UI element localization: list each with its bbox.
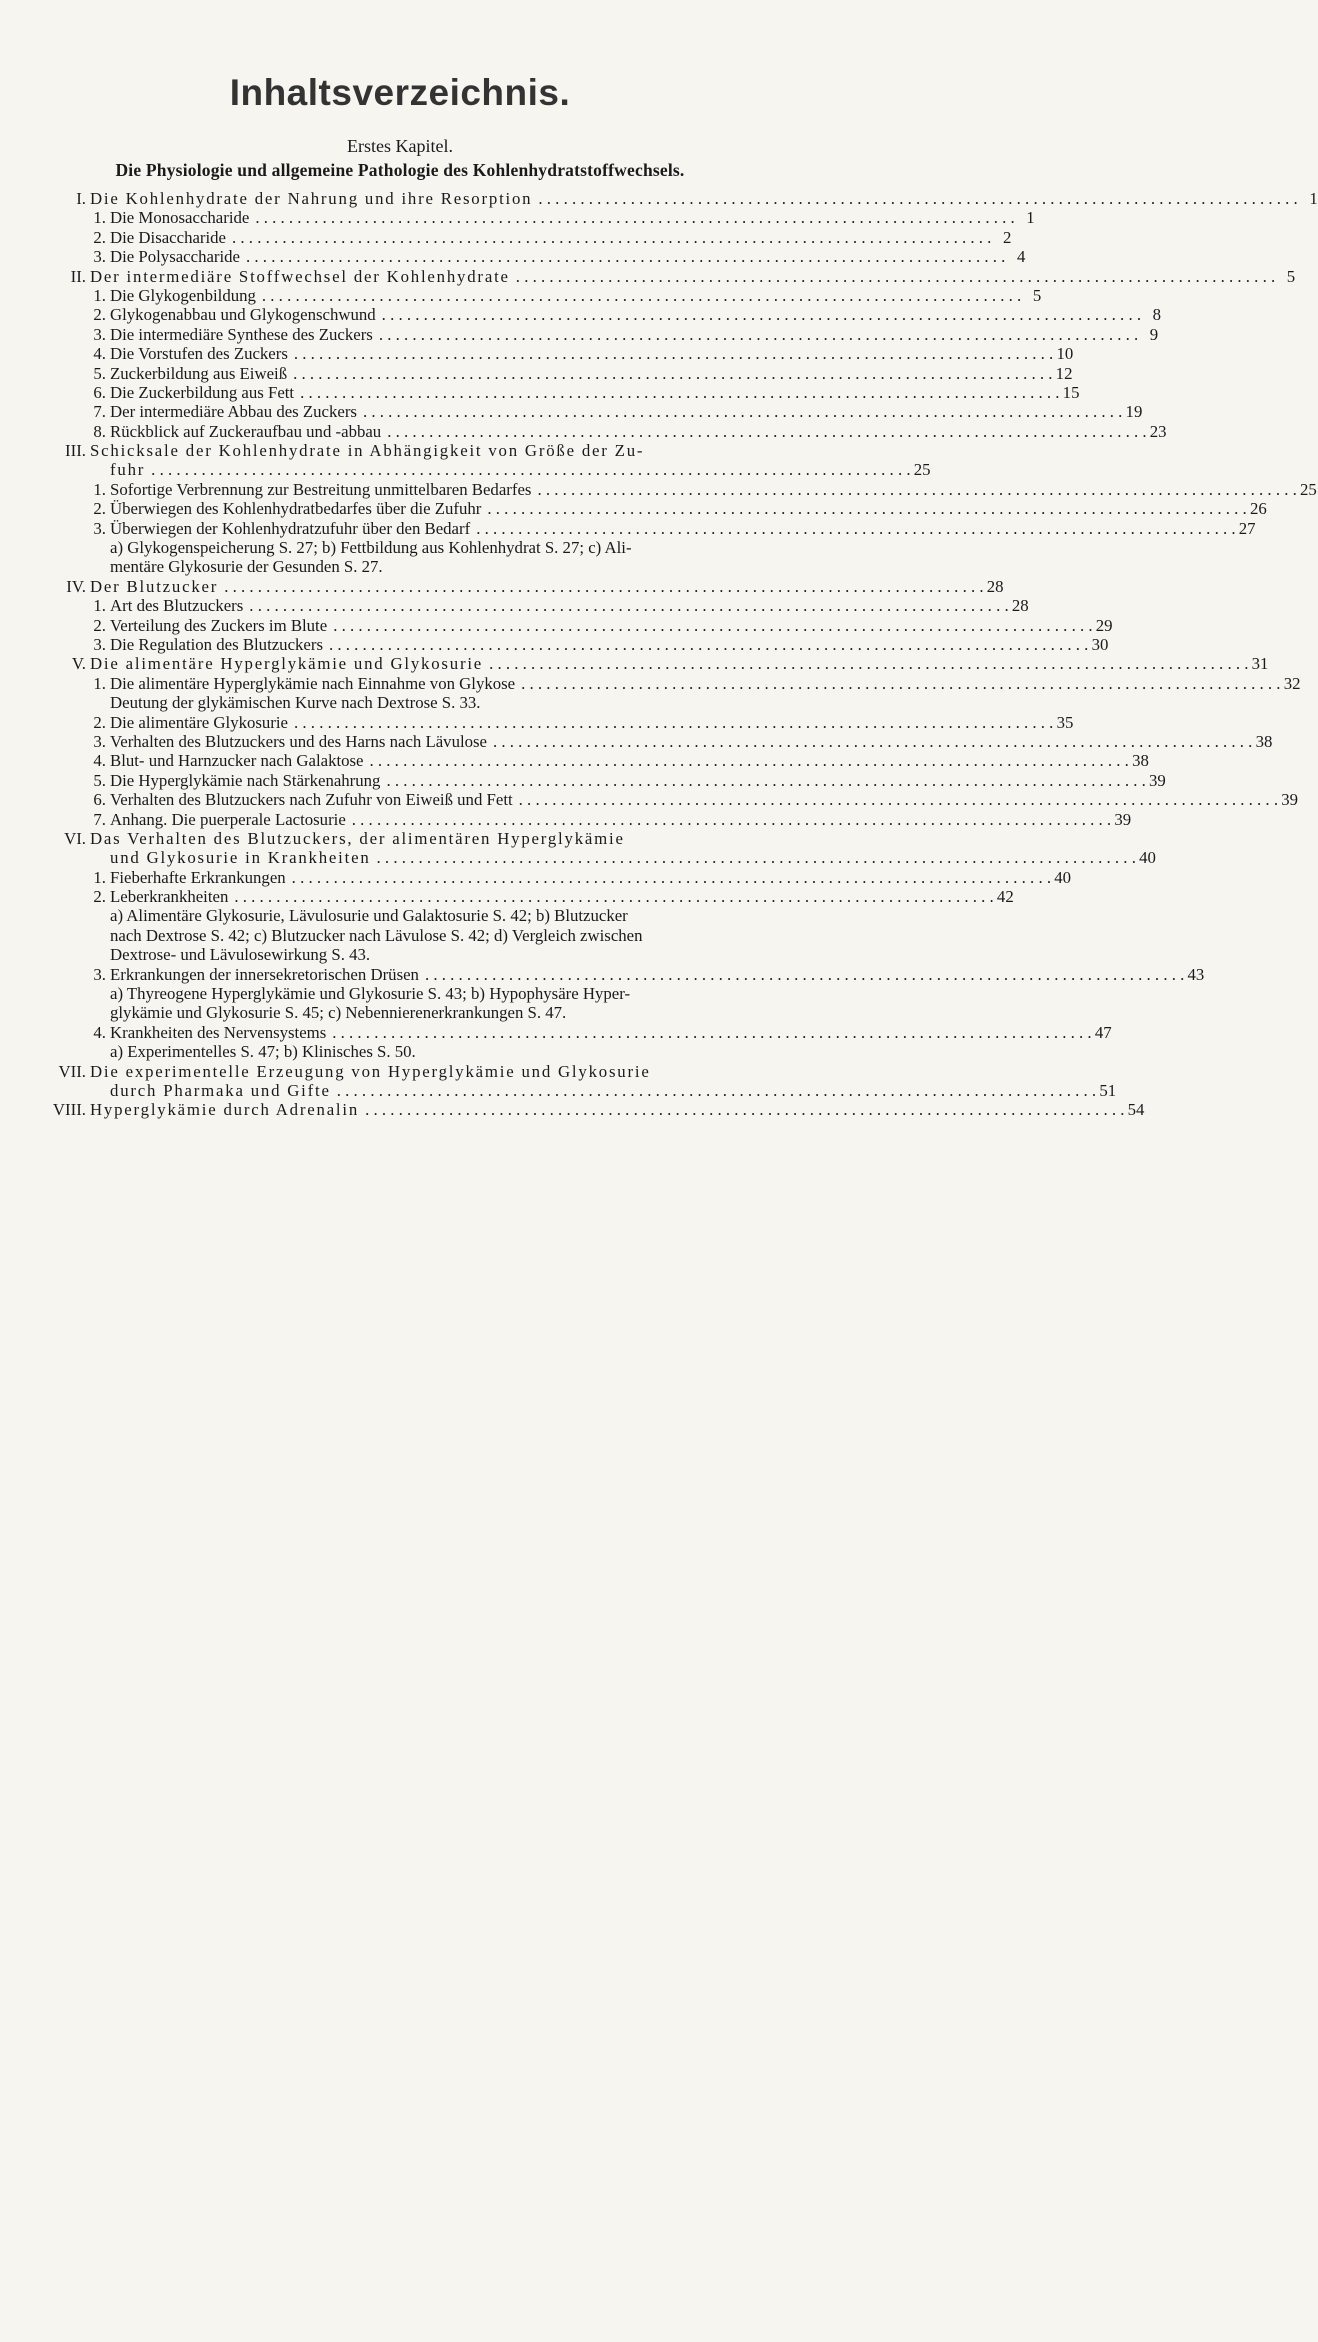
toc-entry bbox=[90, 731, 1273, 751]
toc-entry-page: 2 bbox=[1002, 227, 1012, 247]
toc-entry-label: Die intermediäre Synthese des Zuckers bbox=[110, 324, 373, 344]
toc-entry-number: VII. bbox=[58, 1061, 86, 1081]
toc-entry-page: 35 bbox=[1056, 712, 1074, 732]
toc-entry-label: Die Kohlenhydrate der Nahrung und ihre Resorption bbox=[90, 189, 533, 208]
toc-entry-label: Glykogenabbau und Glykogenschwund bbox=[110, 305, 376, 325]
toc-entry-label: Dextrose- und Lävulosewirkung S. 43. bbox=[110, 945, 371, 965]
toc-entry-label: Der Blutzucker bbox=[90, 576, 219, 596]
toc-entry-page: 23 bbox=[1149, 421, 1167, 441]
toc-entry-label: Die alimentäre Hyperglykämie und Glykosurie bbox=[90, 654, 484, 674]
toc-entry bbox=[70, 266, 1296, 286]
toc-entry bbox=[90, 809, 1132, 829]
toc-entry-number: 7. bbox=[93, 402, 106, 422]
toc-entry-label: Der intermediäre Stoffwechsel der Kohlenhydrate bbox=[90, 266, 510, 286]
toc-entry-body bbox=[110, 984, 710, 1003]
toc-entry-page: 43 bbox=[1187, 964, 1205, 984]
toc-entry-label: glykämie und Glykosurie S. 45; c) Nebennierenerkrankungen S. 47. bbox=[110, 1003, 567, 1023]
chapter-label: Erstes Kapitel. bbox=[347, 136, 453, 156]
toc-entry-page: 38 bbox=[1132, 751, 1149, 771]
toc-entry-body bbox=[110, 1042, 710, 1061]
toc-entry-label: Die Disaccharide bbox=[110, 227, 227, 247]
toc-entry bbox=[90, 673, 1301, 693]
toc-entry-label: Sofortige Verbrennung zur Bestreitung unmittelbaren Bedarfes bbox=[110, 479, 532, 499]
toc-entry-page: 39 bbox=[1149, 770, 1166, 790]
toc-entry bbox=[90, 1080, 1117, 1100]
toc-entry-number: 1. bbox=[93, 208, 106, 228]
toc-entry-label: Die Polysaccharide bbox=[110, 247, 241, 267]
toc-entry-body bbox=[110, 945, 710, 964]
toc-entry-label: Hyperglykämie durch Adrenalin bbox=[90, 1100, 360, 1120]
toc-entry-number: IV. bbox=[66, 576, 86, 596]
toc-entry bbox=[90, 926, 710, 945]
toc-entry-number: 3. bbox=[93, 964, 106, 984]
toc-entry-label: mentäre Glykosurie der Gesunden S. 27. bbox=[110, 557, 383, 577]
toc-entry-label: Blut- und Harnzucker nach Galaktose bbox=[110, 751, 364, 771]
toc-entry-page: 51 bbox=[1099, 1080, 1117, 1100]
toc-entry-label: Die Hyperglykämie nach Stärkenahrung bbox=[110, 770, 381, 790]
toc-entry bbox=[90, 499, 1267, 519]
toc-entry bbox=[90, 634, 1109, 654]
toc-entry bbox=[90, 906, 710, 925]
toc-entry bbox=[90, 1003, 710, 1022]
toc-entry-number: 1. bbox=[93, 673, 106, 693]
toc-entry bbox=[90, 596, 1029, 616]
toc-entry-number: 1. bbox=[93, 596, 106, 616]
toc-entry-page: 4 bbox=[1016, 247, 1026, 267]
toc-entry bbox=[90, 984, 710, 1003]
toc-entry bbox=[90, 615, 1113, 635]
toc-entry-page: 26 bbox=[1249, 499, 1267, 519]
toc-entry bbox=[90, 848, 1156, 868]
toc-entry-page: 39 bbox=[1114, 809, 1132, 829]
toc-entry-number: 8. bbox=[93, 421, 106, 441]
toc-entry-body bbox=[110, 906, 710, 925]
toc-entry-number: V. bbox=[71, 654, 86, 674]
toc-entry-label: a) Alimentäre Glykosurie, Lävulosurie und Galaktosurie S. 42; b) Blutzucker bbox=[110, 906, 628, 926]
toc-entry bbox=[90, 538, 710, 557]
toc-entry-page: 54 bbox=[1127, 1100, 1145, 1120]
toc-entry-label: Der intermediäre Abbau des Zuckers bbox=[110, 402, 357, 422]
toc-entry-page: 9 bbox=[1149, 324, 1159, 344]
toc-entry-number: 7. bbox=[93, 809, 106, 829]
toc-entry bbox=[90, 305, 1162, 325]
toc-entry-page: 1 bbox=[1026, 208, 1035, 228]
toc-entry-number: VIII. bbox=[52, 1100, 86, 1120]
toc-entry bbox=[90, 285, 1042, 305]
toc-entry-number: 2. bbox=[93, 305, 106, 325]
toc-entry-label: Anhang. Die puerperale Lactosurie bbox=[110, 809, 346, 829]
toc-entry-number: VI. bbox=[64, 828, 86, 848]
toc-entry-label: Deutung der glykämischen Kurve nach Dextrose S. 33. bbox=[110, 693, 481, 713]
toc-entry bbox=[90, 363, 1073, 383]
toc-entry-page: 5 bbox=[1286, 266, 1296, 286]
toc-entry-label: a) Glykogenspeicherung S. 27; b) Fettbildung aus Kohlenhydrat S. 27; c) Ali- bbox=[110, 538, 632, 558]
toc-entry bbox=[90, 712, 1074, 732]
toc-entry-body bbox=[110, 538, 710, 557]
toc-entry-page: 15 bbox=[1062, 382, 1080, 402]
toc-entry-label: Schicksale der Kohlenhydrate in Abhängigkeit von Größe der Zu- bbox=[90, 441, 645, 461]
toc-entry-page: 28 bbox=[986, 576, 1004, 596]
toc-entry-number: 6. bbox=[93, 382, 106, 402]
toc-entry bbox=[90, 227, 1012, 247]
toc-entry-label: Fieberhafte Erkrankungen bbox=[110, 867, 286, 887]
toc-entry-number: 2. bbox=[93, 499, 106, 519]
toc-entry-page: 25 bbox=[1300, 479, 1317, 499]
toc-entry bbox=[90, 770, 1166, 790]
toc-entry-page: 32 bbox=[1283, 673, 1301, 693]
toc-entry bbox=[65, 441, 710, 461]
toc-entry-number: 6. bbox=[93, 790, 106, 810]
toc-entry-label: Das Verhalten des Blutzuckers, der alimentären Hyperglykämie bbox=[90, 828, 625, 848]
toc-entry-number: 2. bbox=[93, 227, 106, 247]
toc-entry-page: 31 bbox=[1251, 654, 1269, 674]
toc-entry-number: 5. bbox=[93, 363, 106, 383]
toc-entry-number: 1. bbox=[93, 285, 106, 305]
toc-entry-page: 10 bbox=[1056, 344, 1074, 364]
toc-entry bbox=[58, 1061, 710, 1081]
toc-entry-number: 5. bbox=[93, 770, 106, 790]
table-of-contents bbox=[52, 189, 1318, 1120]
toc-entry-label: Verteilung des Zuckers im Blute bbox=[110, 615, 328, 635]
toc-entry-body bbox=[110, 557, 710, 576]
toc-entry-number: 1. bbox=[93, 479, 106, 499]
toc-entry-label: Die experimentelle Erzeugung von Hyperglykämie und Glykosurie bbox=[90, 1061, 651, 1081]
toc-entry bbox=[90, 479, 1317, 499]
toc-entry-page: 5 bbox=[1032, 285, 1042, 305]
toc-entry-label: und Glykosurie in Krankheiten bbox=[110, 848, 371, 868]
toc-entry bbox=[90, 382, 1080, 402]
toc-entry bbox=[90, 460, 931, 480]
toc-entry bbox=[90, 790, 1299, 810]
toc-entry bbox=[71, 654, 1269, 674]
toc-entry-page: 8 bbox=[1152, 305, 1162, 325]
toc-entry bbox=[90, 324, 1159, 344]
toc-entry-label: Die alimentäre Hyperglykämie nach Einnahme von Glykose bbox=[110, 673, 516, 693]
toc-entry-number: 2. bbox=[93, 712, 106, 732]
page-title: Inhaltsverzeichnis. bbox=[229, 72, 571, 113]
toc-entry-page: 40 bbox=[1054, 867, 1072, 887]
toc-entry-page: 28 bbox=[1011, 596, 1029, 616]
toc-entry-label: Rückblick auf Zuckeraufbau und -abbau bbox=[110, 421, 382, 441]
toc-entry-number: 4. bbox=[93, 1022, 106, 1042]
chapter-title: Die Physiologie und allgemeine Pathologie des Kohlenhydratstoffwechsels. bbox=[115, 160, 685, 180]
toc-entry-label: Die alimentäre Glykosurie bbox=[110, 712, 289, 732]
toc-entry-body bbox=[90, 829, 710, 848]
toc-entry bbox=[90, 1042, 710, 1061]
toc-entry-body bbox=[110, 693, 710, 712]
toc-entry-number: 3. bbox=[93, 634, 106, 654]
toc-entry-number: 3. bbox=[93, 324, 106, 344]
toc-entry-label: a) Experimentelles S. 47; b) Klinisches S. 50. bbox=[110, 1042, 416, 1062]
toc-entry-label: fuhr bbox=[110, 460, 146, 480]
toc-entry-number: II. bbox=[70, 266, 86, 286]
toc-entry-label: Die Regulation des Blutzuckers bbox=[110, 634, 323, 654]
toc-entry-number: 1. bbox=[93, 867, 106, 887]
toc-entry-body bbox=[110, 926, 710, 945]
toc-entry-page: 47 bbox=[1094, 1022, 1112, 1042]
toc-entry-body bbox=[110, 1003, 710, 1022]
toc-entry-label: Die Vorstufen des Zuckers bbox=[110, 344, 288, 364]
toc-entry-label: Art des Blutzuckers bbox=[110, 596, 244, 616]
toc-entry-number: 2. bbox=[93, 615, 106, 635]
toc-entry-page: 25 bbox=[913, 460, 931, 480]
toc-entry bbox=[90, 751, 1149, 771]
toc-entry bbox=[90, 887, 1014, 907]
toc-entry bbox=[90, 208, 1035, 228]
toc-entry-label: Verhalten des Blutzuckers und des Harns nach Lävulose bbox=[110, 731, 487, 751]
toc-entry bbox=[90, 557, 710, 576]
toc-entry-page: 42 bbox=[996, 887, 1014, 907]
toc-entry bbox=[76, 189, 1318, 208]
toc-entry-page: 39 bbox=[1281, 790, 1299, 810]
toc-entry-number: 3. bbox=[93, 731, 106, 751]
toc-entry-label: Die Zuckerbildung aus Fett bbox=[110, 382, 295, 402]
toc-entry bbox=[90, 1022, 1112, 1042]
toc-entry-label: Überwiegen des Kohlenhydratbedarfes über die Zufuhr bbox=[110, 499, 482, 519]
toc-entry-number: 4. bbox=[93, 751, 106, 771]
toc-entry-label: Krankheiten des Nervensystems bbox=[110, 1022, 327, 1042]
toc-entry-page: 27 bbox=[1238, 518, 1256, 538]
toc-entry-label: a) Thyreogene Hyperglykämie und Glykosurie S. 43; b) Hypophysäre Hyper- bbox=[110, 984, 631, 1004]
toc-entry-label: Leberkrankheiten bbox=[110, 887, 229, 907]
toc-entry-label: Überwiegen der Kohlenhydratzufuhr über den Bedarf bbox=[110, 518, 471, 538]
toc-entry bbox=[66, 576, 1004, 596]
toc-entry-label: nach Dextrose S. 42; c) Blutzucker nach Lävulose S. 42; d) Vergleich zwischen bbox=[110, 925, 643, 945]
toc-entry bbox=[90, 421, 1167, 441]
toc-entry-page: 38 bbox=[1255, 731, 1273, 751]
toc-entry-number: III. bbox=[65, 441, 86, 461]
toc-entry-page: 12 bbox=[1055, 363, 1073, 383]
toc-entry-number: 2. bbox=[93, 887, 106, 907]
leader-dots bbox=[359, 1100, 1126, 2342]
toc-entry-label: Zuckerbildung aus Eiweiß bbox=[110, 363, 288, 383]
toc-entry bbox=[90, 518, 1256, 538]
toc-entry-label: Erkrankungen der innersekretorischen Drüsen bbox=[110, 964, 419, 984]
toc-entry bbox=[90, 867, 1072, 887]
toc-entry-page: 29 bbox=[1095, 615, 1113, 635]
toc-entry-number: 3. bbox=[93, 518, 106, 538]
toc-entry-label: Die Monosaccharide bbox=[110, 208, 250, 228]
toc-entry-number: I. bbox=[76, 189, 86, 208]
toc-entry-page: 19 bbox=[1125, 402, 1143, 422]
toc-entry bbox=[90, 945, 710, 964]
toc-entry-label: durch Pharmaka und Gifte bbox=[110, 1080, 331, 1100]
toc-entry-page: 30 bbox=[1091, 634, 1109, 654]
toc-entry bbox=[90, 964, 1205, 984]
toc-entry-number: 3. bbox=[93, 247, 106, 267]
toc-entry-page: 1 bbox=[1309, 189, 1318, 208]
toc-entry-body bbox=[90, 1100, 1145, 2342]
toc-entry-number: 4. bbox=[93, 344, 106, 364]
toc-entry-body bbox=[90, 1062, 710, 1081]
toc-entry bbox=[90, 402, 1143, 422]
toc-entry bbox=[90, 693, 710, 712]
toc-entry-body bbox=[90, 441, 710, 460]
toc-entry-label: Die Glykogenbildung bbox=[110, 285, 256, 305]
toc-entry bbox=[90, 344, 1074, 364]
toc-entry-page: 40 bbox=[1139, 848, 1156, 868]
toc-entry bbox=[52, 1100, 1145, 1120]
toc-entry bbox=[64, 828, 710, 848]
toc-entry-label: Verhalten des Blutzuckers nach Zufuhr von Eiweiß und Fett bbox=[110, 790, 513, 810]
toc-entry bbox=[90, 247, 1026, 267]
